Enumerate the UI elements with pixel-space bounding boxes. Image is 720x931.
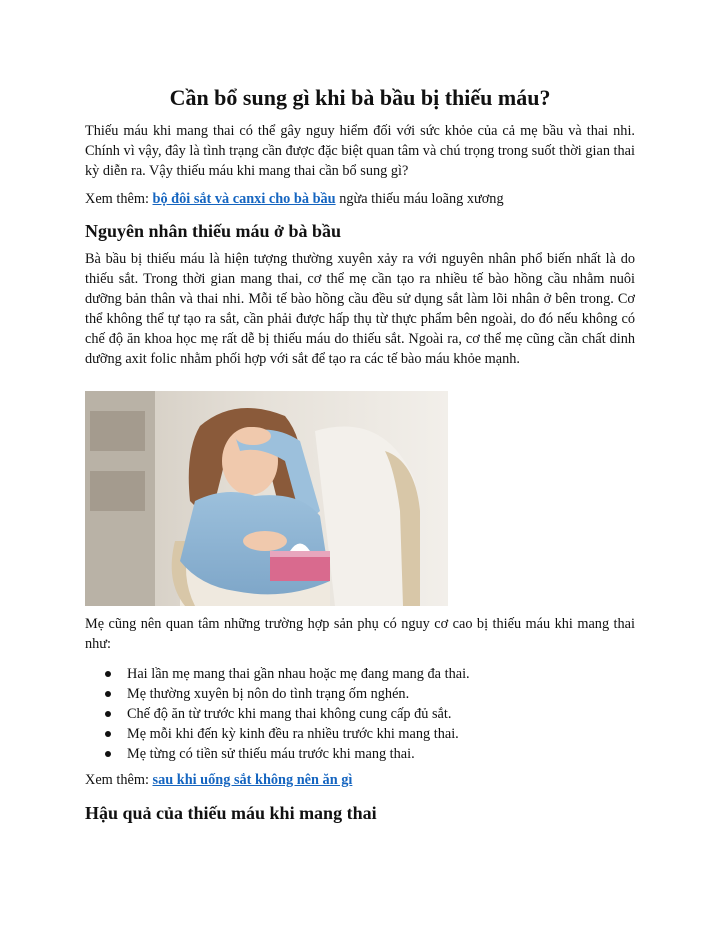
causes-paragraph: Bà bầu bị thiếu máu là hiện tượng thường xuyên xảy ra với nguyên nhân phổ biến nhất là do thiếu sắt. Trong thời gian mang thai, cơ thể mẹ cần tạo ra nhiều tế bào hồng cầu nhằm nuôi dưỡng bản thân và thai nhi. Mỗi tế bào hồng cầu đều sử dụng sắt làm lõi nhân ở bên trong. Cơ thể không thể tự tạo ra sắt, cần phải được hấp thụ từ thực phẩm bên ngoài, do đó nếu không có chế độ ăn khoa học mẹ rất dễ bị thiếu máu do thiếu sắt. Ngoài ra, cơ thể mẹ cũng cần chất dinh dưỡng axit folic nhằm phối hợp với sắt để tạo ra các tế bào máu khỏe mạnh. <box>85 251 635 367</box>
list-item: Mẹ từng có tiền sử thiếu máu trước khi mang thai. <box>85 744 635 764</box>
bullet-icon <box>105 691 111 697</box>
see-also-line-1 <box>85 189 635 209</box>
section-heading-causes: Nguyên nhân thiếu máu ở bà bầu <box>85 221 342 241</box>
pregnant-woman-photo <box>85 391 448 606</box>
list-item: Hai lần mẹ mang thai gần nhau hoặc mẹ đang mang đa thai. <box>85 664 635 684</box>
intro-paragraph: Thiếu máu khi mang thai có thể gây nguy hiểm đối với sức khỏe của cả mẹ bầu và thai nhi. Chính vì vậy, đây là tình trạng cần được đặc biệt quan tâm và chú trọng trong suốt thời gian thai kỳ diễn ra. Vậy thiếu máu khi mang thai cần bổ sung gì? <box>85 123 635 179</box>
after-iron-food-link[interactable]: sau khi uống sắt không nên ăn gì <box>152 772 353 788</box>
page-title: Cần bổ sung gì khi bà bầu bị thiếu máu? <box>169 85 551 110</box>
bullet-icon <box>105 751 111 757</box>
iron-calcium-link[interactable]: bộ đôi sắt và canxi cho bà bầu <box>152 191 336 207</box>
section-heading-consequences: Hậu quả của thiếu máu khi mang thai <box>85 803 377 823</box>
bullet-icon <box>105 711 111 717</box>
bullet-icon <box>105 671 111 677</box>
risk-intro-paragraph: Mẹ cũng nên quan tâm những trường hợp sản phụ có nguy cơ cao bị thiếu máu khi mang thai như: <box>85 616 635 652</box>
see-also-prefix: Xem thêm: <box>85 772 153 788</box>
see-also-suffix: ngừa thiếu máu loãng xương <box>335 191 504 207</box>
risk-list <box>85 664 635 764</box>
see-also-line-2 <box>85 770 635 790</box>
list-item: Chế độ ăn từ trước khi mang thai không cung cấp đủ sắt. <box>85 704 635 724</box>
list-item: Mẹ mỗi khi đến kỳ kinh đều ra nhiều trước khi mang thai. <box>85 724 635 744</box>
see-also-prefix: Xem thêm: <box>85 191 153 207</box>
bullet-icon <box>105 731 111 737</box>
list-item: Mẹ thường xuyên bị nôn do tình trạng ốm nghén. <box>85 684 635 704</box>
